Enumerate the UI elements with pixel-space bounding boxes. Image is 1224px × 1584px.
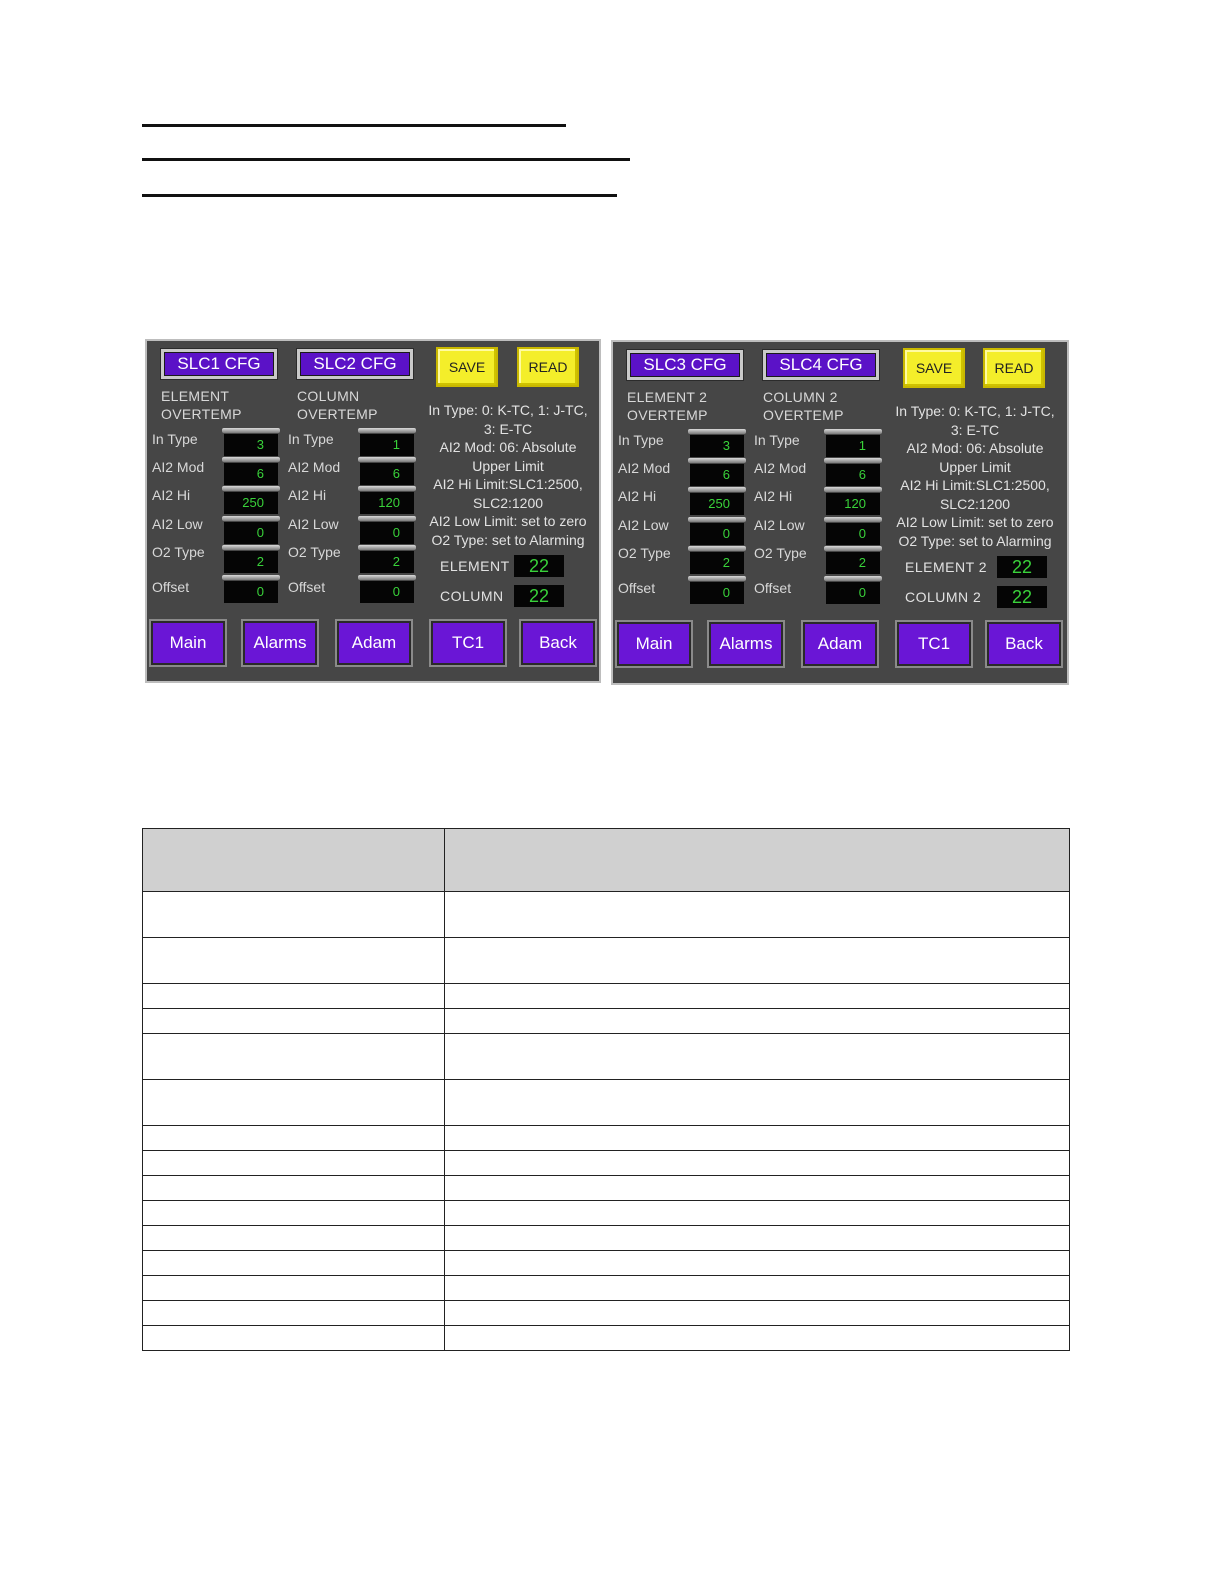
field-label: O2 Type xyxy=(288,544,341,560)
value-bar xyxy=(222,545,280,550)
info-line: In Type: 0: K-TC, 1: J-TC, xyxy=(895,403,1055,419)
table-cell xyxy=(143,1276,445,1301)
table-row xyxy=(143,1126,1070,1151)
info-line: 3: E-TC xyxy=(483,420,533,437)
column-readout-value: 22 xyxy=(514,585,564,607)
adam-button[interactable]: Adam xyxy=(803,622,877,666)
ai2-low-text: 0 xyxy=(858,526,866,541)
table-cell xyxy=(143,1326,445,1351)
o2-type-value[interactable] xyxy=(690,552,744,574)
value-bar xyxy=(688,429,746,434)
field-label: O2 Type xyxy=(754,545,807,561)
table-header-cell xyxy=(445,829,1070,892)
offset-text: 0 xyxy=(392,584,400,599)
ai2-mod-value[interactable] xyxy=(826,464,880,486)
table-cell xyxy=(143,1034,445,1080)
ai2-low-text: 0 xyxy=(722,526,730,541)
o2-type-text: 2 xyxy=(256,554,264,569)
table-cell xyxy=(445,1176,1070,1201)
element-readout-label: ELEMENT xyxy=(440,558,510,574)
info-line: In Type: 0: K-TC, 1: J-TC, xyxy=(428,402,588,418)
table-cell xyxy=(143,1251,445,1276)
field-label: O2 Type xyxy=(152,544,205,560)
table-cell xyxy=(445,1276,1070,1301)
column2-readout-label: COLUMN 2 xyxy=(905,589,982,605)
in-type-value[interactable] xyxy=(690,435,744,457)
info-line: 3: E-TC xyxy=(950,421,1000,438)
value-bar xyxy=(222,428,280,433)
info-line: AI2 Hi Limit:SLC1:2500, xyxy=(900,477,1050,493)
tab-slc2-cfg[interactable]: SLC2 CFG xyxy=(297,349,413,379)
info-line: AI2 Mod: 06: Absolute xyxy=(906,440,1044,456)
table-row xyxy=(143,938,1070,984)
offset-value[interactable] xyxy=(826,582,880,604)
in-type-text: 3 xyxy=(722,438,730,453)
field-label: Offset xyxy=(288,579,326,595)
main-button[interactable]: Main xyxy=(617,622,691,666)
ai2-hi-value[interactable] xyxy=(360,492,414,514)
value-bar xyxy=(688,487,746,492)
in-type-value[interactable] xyxy=(224,434,278,456)
alarms-button[interactable]: Alarms xyxy=(709,622,783,666)
table-row xyxy=(143,1009,1070,1034)
value-bar xyxy=(688,576,746,581)
ai2-hi-text: 120 xyxy=(844,496,866,511)
info-line: AI2 Low Limit: set to zero xyxy=(896,514,1054,530)
ai2-hi-value[interactable] xyxy=(224,492,278,514)
redacted-heading-line-3 xyxy=(142,194,617,197)
table-row xyxy=(143,1201,1070,1226)
field-label: AI2 Low xyxy=(288,516,339,532)
value-bar xyxy=(688,546,746,551)
field-label: AI2 Hi xyxy=(152,487,191,503)
in-type-value[interactable] xyxy=(360,434,414,456)
info-text xyxy=(886,402,1064,550)
ai2-hi-value[interactable] xyxy=(826,493,880,515)
table-row xyxy=(143,1226,1070,1251)
field-label: Offset xyxy=(754,580,792,596)
table-cell xyxy=(143,1151,445,1176)
table-cell xyxy=(143,938,445,984)
info-text xyxy=(419,401,597,549)
table-row xyxy=(143,1080,1070,1126)
element-overtemp-title: ELEMENT OVERTEMP xyxy=(161,388,242,422)
offset-value[interactable] xyxy=(690,582,744,604)
offset-text: 0 xyxy=(722,585,730,600)
element2-readout-value: 22 xyxy=(997,556,1047,578)
table-cell xyxy=(143,1176,445,1201)
table-row xyxy=(143,1326,1070,1351)
table-cell xyxy=(445,892,1070,938)
element2-readout-label: ELEMENT 2 xyxy=(905,559,988,575)
offset-text: 0 xyxy=(858,585,866,600)
value-bar xyxy=(688,458,746,463)
field-label: AI2 Hi xyxy=(754,488,793,504)
table-cell xyxy=(445,984,1070,1009)
ai2-low-value[interactable] xyxy=(826,523,880,545)
ai2-mod-text: 6 xyxy=(256,466,264,481)
field-label: Offset xyxy=(152,579,190,595)
table-cell xyxy=(445,1301,1070,1326)
in-type-text: 3 xyxy=(256,437,264,452)
ai2-mod-text: 6 xyxy=(722,467,730,482)
field-label: AI2 Mod xyxy=(288,459,341,475)
value-bar xyxy=(358,486,416,491)
field-label: In Type xyxy=(754,432,800,448)
value-bar xyxy=(358,545,416,550)
table-row xyxy=(143,1301,1070,1326)
table-cell xyxy=(445,1034,1070,1080)
table-row xyxy=(143,892,1070,938)
info-line: AI2 Low Limit: set to zero xyxy=(429,513,587,529)
table-cell xyxy=(445,1126,1070,1151)
info-line: O2 Type: set to Alarming xyxy=(898,532,1052,549)
main-button[interactable]: Main xyxy=(151,621,225,665)
table-cell xyxy=(143,892,445,938)
o2-type-value[interactable] xyxy=(826,552,880,574)
info-line: Upper Limit xyxy=(939,458,1011,475)
value-bar xyxy=(222,457,280,462)
ai2-mod-text: 6 xyxy=(858,467,866,482)
info-line: SLC2:1200 xyxy=(939,495,1011,512)
alarms-button[interactable]: Alarms xyxy=(243,621,317,665)
o2-type-text: 2 xyxy=(722,555,730,570)
value-bar xyxy=(688,517,746,522)
hmi-panel-slc1-slc2 xyxy=(145,339,601,683)
column2-overtemp-title: COLUMN 2 OVERTEMP xyxy=(763,389,844,423)
field-label: In Type xyxy=(152,431,198,447)
table-header-cell xyxy=(143,829,445,892)
field-label: Offset xyxy=(618,580,656,596)
field-label: AI2 Hi xyxy=(288,487,327,503)
redacted-heading-line-1 xyxy=(142,124,566,127)
table-cell xyxy=(143,1009,445,1034)
ai2-low-value[interactable] xyxy=(690,523,744,545)
offset-value[interactable] xyxy=(360,581,414,603)
table-cell xyxy=(445,1201,1070,1226)
read-button[interactable]: READ xyxy=(983,348,1045,388)
ai2-mod-value[interactable] xyxy=(224,463,278,485)
ai2-mod-value[interactable] xyxy=(360,463,414,485)
table-row xyxy=(143,1251,1070,1276)
offset-text: 0 xyxy=(256,584,264,599)
table-header-row xyxy=(143,829,1070,892)
info-line: AI2 Hi Limit:SLC1:2500, xyxy=(433,476,583,492)
o2-type-text: 2 xyxy=(858,555,866,570)
value-bar xyxy=(824,546,882,551)
info-line: AI2 Mod: 06: Absolute xyxy=(439,439,577,455)
table-cell xyxy=(143,1201,445,1226)
field-label: AI2 Mod xyxy=(754,460,807,476)
table-cell xyxy=(445,938,1070,984)
value-bar xyxy=(824,458,882,463)
back-button[interactable]: Back xyxy=(521,621,595,665)
ai2-low-text: 0 xyxy=(392,525,400,540)
ai2-mod-value[interactable] xyxy=(690,464,744,486)
o2-type-value[interactable] xyxy=(224,551,278,573)
column2-readout-value: 22 xyxy=(997,586,1047,608)
value-bar xyxy=(824,429,882,434)
redacted-heading-line-2 xyxy=(142,158,630,161)
element-readout-value: 22 xyxy=(514,555,564,577)
in-type-text: 1 xyxy=(392,437,400,452)
tc1-button[interactable]: TC1 xyxy=(431,621,505,665)
column-overtemp-title: COLUMN OVERTEMP xyxy=(297,388,378,422)
o2-type-text: 2 xyxy=(392,554,400,569)
column-readout-label: COLUMN xyxy=(440,588,504,604)
field-label: AI2 Mod xyxy=(618,460,671,476)
value-bar xyxy=(222,516,280,521)
field-label: In Type xyxy=(618,432,664,448)
back-button[interactable]: Back xyxy=(987,622,1061,666)
info-line: Upper Limit xyxy=(472,457,544,474)
table-cell xyxy=(445,1009,1070,1034)
table-cell xyxy=(445,1326,1070,1351)
table-cell xyxy=(143,1126,445,1151)
table-cell xyxy=(143,1301,445,1326)
ai2-hi-text: 250 xyxy=(708,496,730,511)
value-bar xyxy=(824,576,882,581)
ai2-hi-value[interactable] xyxy=(690,493,744,515)
field-label: In Type xyxy=(288,431,334,447)
ai2-low-value[interactable] xyxy=(360,522,414,544)
table-cell xyxy=(143,1226,445,1251)
in-type-value[interactable] xyxy=(826,435,880,457)
offset-value[interactable] xyxy=(224,581,278,603)
element2-overtemp-title: ELEMENT 2 OVERTEMP xyxy=(627,389,708,423)
table-row xyxy=(143,1276,1070,1301)
ai2-low-value[interactable] xyxy=(224,522,278,544)
ai2-mod-text: 6 xyxy=(392,466,400,481)
tab-slc1-cfg[interactable]: SLC1 CFG xyxy=(161,349,277,379)
value-bar xyxy=(824,517,882,522)
value-bar xyxy=(824,487,882,492)
table-row xyxy=(143,1034,1070,1080)
info-line: O2 Type: set to Alarming xyxy=(431,531,585,548)
info-line: SLC2:1200 xyxy=(472,494,544,511)
save-button[interactable]: SAVE xyxy=(903,348,965,388)
table-cell xyxy=(445,1226,1070,1251)
value-bar xyxy=(358,428,416,433)
field-label: O2 Type xyxy=(618,545,671,561)
value-bar xyxy=(222,486,280,491)
field-label: AI2 Low xyxy=(754,517,805,533)
field-label: AI2 Mod xyxy=(152,459,205,475)
ai2-low-text: 0 xyxy=(256,525,264,540)
tc1-button[interactable]: TC1 xyxy=(897,622,971,666)
value-bar xyxy=(358,516,416,521)
tab-slc4-cfg[interactable]: SLC4 CFG xyxy=(763,350,879,380)
table-row xyxy=(143,1151,1070,1176)
save-button[interactable]: SAVE xyxy=(436,347,498,387)
o2-type-value[interactable] xyxy=(360,551,414,573)
table-cell xyxy=(445,1151,1070,1176)
table-cell xyxy=(445,1251,1070,1276)
field-label: AI2 Low xyxy=(152,516,203,532)
tab-slc3-cfg[interactable]: SLC3 CFG xyxy=(627,350,743,380)
in-type-text: 1 xyxy=(858,438,866,453)
value-bar xyxy=(358,457,416,462)
table-row xyxy=(143,984,1070,1009)
read-button[interactable]: READ xyxy=(517,347,579,387)
field-label: AI2 Hi xyxy=(618,488,657,504)
adam-button[interactable]: Adam xyxy=(337,621,411,665)
value-bar xyxy=(222,575,280,580)
parameter-table xyxy=(142,828,1070,1351)
ai2-hi-text: 250 xyxy=(242,495,264,510)
table-cell xyxy=(143,984,445,1009)
field-label: AI2 Low xyxy=(618,517,669,533)
value-bar xyxy=(358,575,416,580)
hmi-panel-slc3-slc4 xyxy=(611,340,1069,685)
table-cell xyxy=(445,1080,1070,1126)
table-cell xyxy=(143,1080,445,1126)
table-row xyxy=(143,1176,1070,1201)
ai2-hi-text: 120 xyxy=(378,495,400,510)
